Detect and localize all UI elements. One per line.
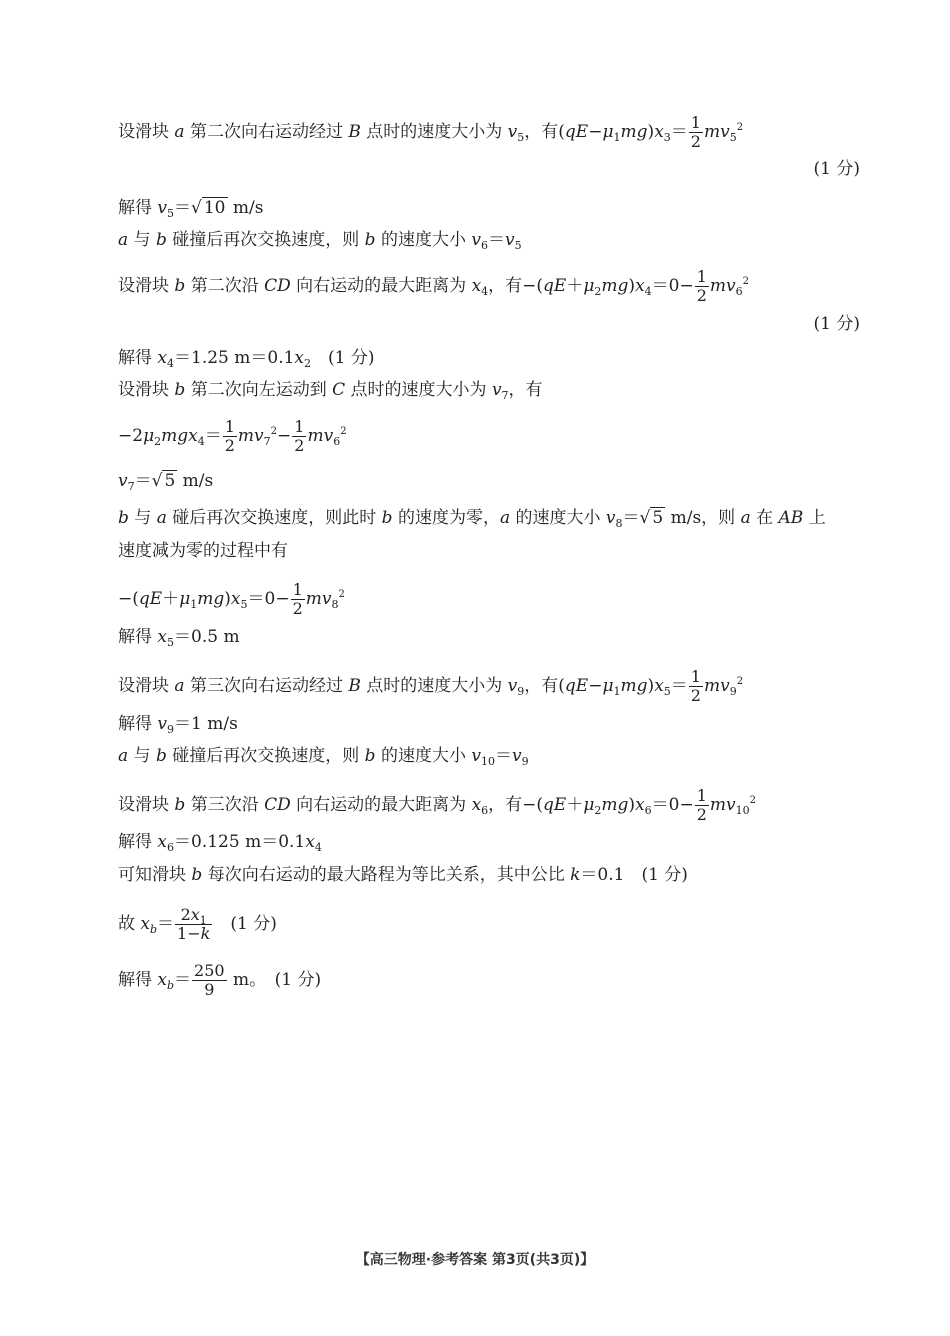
line-9: $-2\mu_2mgx_4=$ $\frac{1}{2}$ $mv_7^2-$ $\frac{1}{2}$ $mv_6^2$	[118, 417, 347, 455]
line-22: 解得 $x_b=$ $\frac{250}{9}$ m。 (1 分)	[118, 961, 322, 999]
score-note-2: (1 分)	[813, 314, 860, 334]
line-15: 设滑块 a 第三次向右运动经过 B 点时的速度大小为 $v_9$，有$(qE-\mu_1mg)x_5=$ $\frac{1}{2}$ $mv_9^2$	[118, 667, 744, 705]
line-11: b 与 a 碰后再次交换速度，则此时 b 的速度为零，a 的速度大小 $v_8=√$ 5 m/s，则 a 在 AB 上	[118, 508, 826, 530]
line-5: 设滑块 b 第二次沿 CD 向右运动的最大距离为 $x_4$，有$-(qE+\mu_2mg)x_4=0-$ $\frac{1}{2}$ $mv_6^2$	[118, 267, 750, 305]
line-14: 解得 $x_5=0.5$ m	[118, 627, 240, 649]
line-8: 设滑块 b 第二次向左运动到 C 点时的速度大小为 $v_7$，有	[118, 380, 543, 402]
line-18: 设滑块 b 第三次沿 CD 向右运动的最大距离为 $x_6$，有$-(qE+\mu_2mg)x_6=0-$ $\frac{1}{2}$ $mv_{10}^2$	[118, 786, 757, 824]
line-7: 解得 $x_4=1.25$ $m=0.1x_2$ (1 分)	[118, 348, 375, 370]
line-13: $-(qE+\mu_1mg)x_5=0-$ $\frac{1}{2}$ $mv_8^2$	[118, 580, 345, 618]
line-16: 解得 $v_9=1$ m/s	[118, 714, 238, 736]
page-footer: 【高三物理·参考答案 第3页(共3页)】	[355, 1252, 595, 1268]
line-1: 设滑块 a 第二次向右运动经过 B 点时的速度大小为 $v_5$，有$(qE-\mu_1mg)x_3=$ $\frac{1}{2}$ $mv_5^2$	[118, 113, 744, 151]
line-4: a 与 b 碰撞后再次交换速度，则 b 的速度大小 $v_6=v_5$	[118, 230, 522, 252]
line-12: 速度减为零的过程中有	[118, 541, 288, 561]
line-21: 故 $x_b=$ $\frac{2x_1}{1-k}$ (1 分)	[118, 905, 277, 943]
line-20: 可知滑块 b 每次向右运动的最大路程为等比关系，其中公比 k＝0.1 (1 分)	[118, 865, 688, 885]
score-note-1: (1 分)	[813, 159, 860, 179]
line-3: 解得 $v_5=√$ 10 m/s	[118, 198, 264, 220]
line-17: a 与 b 碰撞后再次交换速度，则 b 的速度大小 $v_{10}=v_9$	[118, 746, 529, 768]
line-19: 解得 $x_6=0.125$ $m=0.1x_4$	[118, 832, 322, 854]
line-10: $v_7=√$ 5 m/s	[118, 471, 214, 493]
